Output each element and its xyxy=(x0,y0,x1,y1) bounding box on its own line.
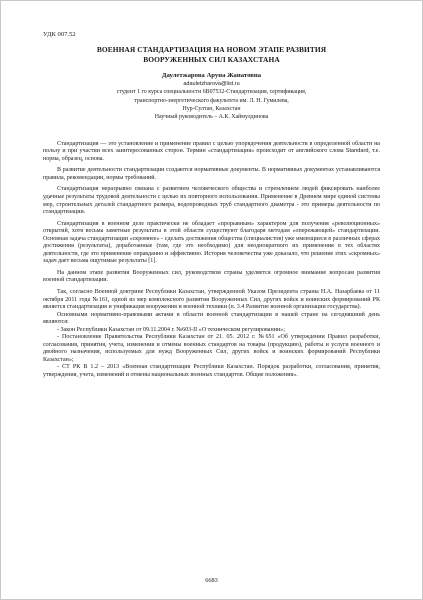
paragraph-1: Стандартизация — это установление и применение правил с целью упорядочения деятельности в определенной области на пользу и при участии всех заинтересованных сторон. Термин «стандартизация» происходит от английского слова Standard, т.е. норма, образец, основа. xyxy=(43,140,381,162)
paragraph-3: Стандартизация неразрывно связана с развитием человеческого общества и стремлением людей фиксировать наиболее удачные результаты трудовой деятельности с целью их повторного использования. Применение в Древнем мире единой системы мер, строительных деталей стандартного размера, водопроводных труб стандартного диаметра - это примеры деятельности по стандартизации. xyxy=(43,186,380,216)
udk-code: УДК 007.52 xyxy=(43,31,76,38)
author-name: Даулетжарова Аруна Жанатовна xyxy=(161,72,262,80)
paragraph-5: На данном этапе развития Вооруженных сил, руководством страны уделяется огромное внимание вопросам развития военной стандартизации. xyxy=(43,269,380,284)
paragraph-8: - Закон Республики Казахстан от 09.11.2004 г. №603-II «О техническом регулировании»; xyxy=(57,326,285,333)
paragraph-10: - СТ РК В 1.2 – 2013 «Военная стандартизация Республики Казахстан. Порядок разработки, согласования, принятия, утверждения, учета, изменений и отмены национальных военных стандартов. Общие положения». xyxy=(43,364,380,378)
page-number: 6683 xyxy=(205,577,218,584)
article-body xyxy=(43,141,380,380)
author-block xyxy=(43,71,380,121)
term-standard: Standard xyxy=(345,148,369,155)
author-affiliation-2: транспортно-энергетического факультета им. Л. Н. Гумилева, xyxy=(134,97,289,104)
author-affiliation-1: студент 1 го курса специальности 6В07532-Стандартизация, сертификация, xyxy=(116,89,307,96)
paragraph-7: Основными нормативно-правовыми актами в области военной стандартизации в нашей стране на сегодняшний день являются: xyxy=(43,311,380,326)
supervisor: Научный руководитель – А.К. Хаймулдинова xyxy=(154,114,269,121)
author-email: adauletzharova@list.ru xyxy=(183,81,240,88)
paragraph-4: Стандартизация в военном деле практически не обладает «прорывным» характером для получения «революционных» открытий, хотя весьма заметные результаты в этой области существуют благодаря методам «опережающей» стандартизации. Основная задача стандартизации «скромнее» - сделать достижения общества (специалистов) уже имеющиеся в различных сферах достижения (результаты), доработанные (там, где это необходимо) для неоднократного их применения в тех областях деятельности, где это применение оправданно и эффективно. История человечества уже доказало, что решение этих «скромных» задач дает весьма ощутимые результаты [1]. xyxy=(43,220,380,265)
paragraph-6: Так, согласно Военной доктрине Республики Казахстан, утвержденной Указом Президента страны Н.А. Назарбаева от 11 октября 2011 года №161, одной из мер комплексного развития Вооруженных Сил, других войск и воинских формирований РК является стандартизация и унификация вооружения и военной техники (п. 3.4 Развитие военной организации государства). xyxy=(43,288,380,311)
author-city: Нур-Султан, Казахстан xyxy=(182,106,241,113)
paragraph-2: В развитие деятельности стандартизации создаются нормативные документы. В нормативных документах устанавливаются правила, рекомендации, нормы требований. xyxy=(43,167,380,181)
title-line-1: ВОЕННАЯ СТАНДАРТИЗАЦИЯ НА НОВОМ ЭТАПЕ РАЗВИТИЯ xyxy=(96,45,327,54)
paragraph-9: - Постановление Правительства Республики Казахстан от 21. 05. 2012 г. №651 «Об утверждении Правил разработки, согласования, принятия, учета, изменения и отмены военных стандартов на товары (продукцию), работы и услуги военного и двойного назначения, используемых для нужд Вооруженных Сил, других войск и воинских формирований Республики Казахстан»; xyxy=(43,334,380,363)
article-title xyxy=(43,45,380,64)
title-line-2: ВООРУЖЕННЫХ СИЛ КАЗАХСТАНА xyxy=(143,54,280,64)
